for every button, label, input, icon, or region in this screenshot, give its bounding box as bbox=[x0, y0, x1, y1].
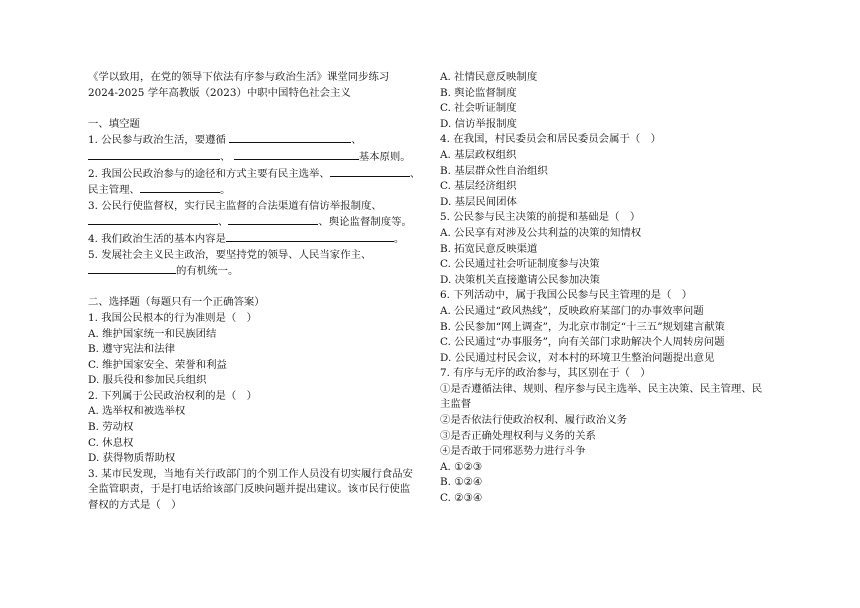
answer-option-b[interactable]: B. 公民参加“网上调查”，为北京市制定“十三五”规划建言献策 bbox=[440, 320, 725, 333]
left-column bbox=[88, 70, 423, 514]
choice-question-2 bbox=[88, 389, 423, 467]
choice-question-7 bbox=[440, 366, 780, 506]
statement-1: ①是否遵循法律、规则、程序参与民主选举、民主决策、民主管理、民 bbox=[440, 382, 763, 395]
answer-blank[interactable] bbox=[330, 166, 410, 177]
answer-option-c[interactable]: C. ②③④ bbox=[440, 492, 483, 505]
answer-option-a[interactable]: A. 公民享有对涉及公共利益的决策的知情权 bbox=[440, 226, 642, 239]
answer-option-b[interactable]: B. 基层群众性自治组织 bbox=[440, 164, 548, 177]
answer-option-c[interactable]: C. 维护国家安全、荣誉和利益 bbox=[88, 358, 227, 371]
doc-title-line-2: 2024-2025 学年高教版（2023）中职中国特色社会主义 bbox=[88, 86, 351, 99]
answer-blank[interactable] bbox=[88, 149, 220, 160]
answer-option-b[interactable]: B. ①②④ bbox=[440, 476, 483, 489]
answer-option-d[interactable]: D. 获得物质帮助权 bbox=[88, 452, 176, 465]
answer-blank[interactable] bbox=[234, 149, 359, 160]
statement-1-cont: 主监督 bbox=[440, 398, 472, 411]
answer-option-b[interactable]: B. 拓宽民意反映渠道 bbox=[440, 242, 538, 255]
answer-option-c[interactable]: C. 休息权 bbox=[88, 436, 134, 449]
fill-question-2-line-2: 民主管理、 。 bbox=[88, 184, 231, 197]
answer-blank[interactable] bbox=[226, 231, 394, 242]
fill-question-1-line-2: 、 基本原则。 bbox=[88, 149, 423, 166]
question-stem: 7. 有序与无序的政治参与，其区别在于（ ） bbox=[440, 367, 651, 380]
fill-question-3-line-1: 3. 公民行使监督权，实行民主监督的合法渠道有信访举报制度、 bbox=[88, 199, 382, 212]
answer-option-d[interactable]: D. 基层民间团体 bbox=[440, 195, 517, 208]
section-heading-fill-in: 一、填空题 bbox=[88, 117, 140, 130]
question-stem: 6. 下列活动中，属于我国公民参与民主管理的是（ ） bbox=[440, 289, 693, 302]
answer-option-d[interactable]: D. 服兵役和参加民兵组织 bbox=[88, 374, 207, 387]
answer-option-a[interactable]: A. 基层政权组织 bbox=[440, 148, 517, 161]
choice-question-1 bbox=[88, 311, 423, 389]
choice-question-6 bbox=[440, 288, 780, 366]
answer-blank[interactable] bbox=[140, 182, 220, 193]
fill-question-1-line-1: 1. 公民参与政治生活，要遵循 、 bbox=[88, 134, 362, 147]
answer-option-d[interactable]: D. 信访举报制度 bbox=[440, 117, 517, 130]
doc-title-line-1: 《学以致用，在党的领导下依法有序参与政治生活》课堂同步练习 bbox=[88, 71, 390, 83]
choice-question-3-stem bbox=[88, 467, 423, 514]
answer-option-d[interactable]: D. 决策机关直接邀请公民参加决策 bbox=[440, 273, 601, 286]
answer-option-a[interactable]: A. 公民通过“政风热线”，反映政府某部门的办事效率问题 bbox=[440, 304, 704, 317]
fill-question-2-line-1: 2. 我国公民政治参与的途径和方式主要有民主选举、 、 bbox=[88, 167, 421, 180]
statement-3: ③是否正确处理权利与义务的关系 bbox=[440, 429, 596, 442]
answer-option-b[interactable]: B. 遵守宪法和法律 bbox=[88, 343, 175, 356]
fill-question-5-line-2: 的有机统一。 bbox=[88, 263, 423, 280]
answer-option-a[interactable]: A. ①②③ bbox=[440, 460, 483, 473]
choice-question-3-options bbox=[440, 70, 780, 132]
fill-question-3-line-2: 、 、舆论监督制度等。 bbox=[88, 214, 423, 231]
choice-question-5 bbox=[440, 210, 780, 288]
answer-option-c[interactable]: C. 公民通过社会听证制度参与决策 bbox=[440, 258, 600, 271]
statement-2: ②是否依法行使政治权利、履行政治义务 bbox=[440, 414, 628, 427]
answer-option-c[interactable]: C. 社会听证制度 bbox=[440, 102, 517, 115]
section-heading-choice: 二、选择题（每题只有一个正确答案） bbox=[88, 296, 265, 309]
answer-blank[interactable] bbox=[88, 263, 176, 274]
answer-option-a[interactable]: A. 维护国家统一和民族团结 bbox=[88, 327, 217, 340]
right-column bbox=[440, 70, 780, 507]
statement-4: ④是否敢于同邪恶势力进行斗争 bbox=[440, 445, 586, 458]
fill-question-5-line-1: 5. 发展社会主义民主政治，要坚持党的领导、人民当家作主、 bbox=[88, 248, 372, 261]
answer-option-b[interactable]: B. 劳动权 bbox=[88, 421, 134, 434]
answer-option-a[interactable]: A. 选举权和被选举权 bbox=[88, 405, 186, 418]
answer-option-c[interactable]: C. 公民通过“办事服务”，向有关部门求助解决个人周转房问题 bbox=[440, 336, 725, 349]
fill-question-4: 4. 我们政治生活的基本内容是 。 bbox=[88, 232, 405, 245]
question-stem: 4. 在我国，村民委员会和居民委员会属于（ ） bbox=[440, 133, 662, 146]
answer-option-b[interactable]: B. 舆论监督制度 bbox=[440, 86, 517, 99]
question-stem: 3. 某市民发现，当地有关行政部门的个别工作人员没有切实履行食品安 bbox=[88, 467, 413, 480]
question-stem: 2. 下列属于公民政治权利的是（ ） bbox=[88, 389, 258, 402]
answer-option-c[interactable]: C. 基层经济组织 bbox=[440, 180, 517, 193]
answer-blank[interactable] bbox=[229, 132, 351, 143]
question-stem: 1. 我国公民根本的行为准则是（ ） bbox=[88, 311, 258, 324]
answer-blank[interactable] bbox=[88, 214, 218, 225]
question-stem: 全监管职责，于是打电话给该部门反映问题并提出建议。该市民行使监 bbox=[88, 483, 411, 496]
question-stem: 5. 公民参与民主决策的前提和基础是（ ） bbox=[440, 211, 641, 224]
answer-option-a[interactable]: A. 社情民意反映制度 bbox=[440, 71, 538, 83]
answer-option-d[interactable]: D. 公民通过村民会议，对本村的环境卫生整治问题提出意见 bbox=[440, 351, 715, 364]
question-stem: 督权的方式是（ ） bbox=[88, 499, 182, 512]
choice-question-4 bbox=[440, 132, 780, 210]
answer-blank[interactable] bbox=[228, 214, 318, 225]
